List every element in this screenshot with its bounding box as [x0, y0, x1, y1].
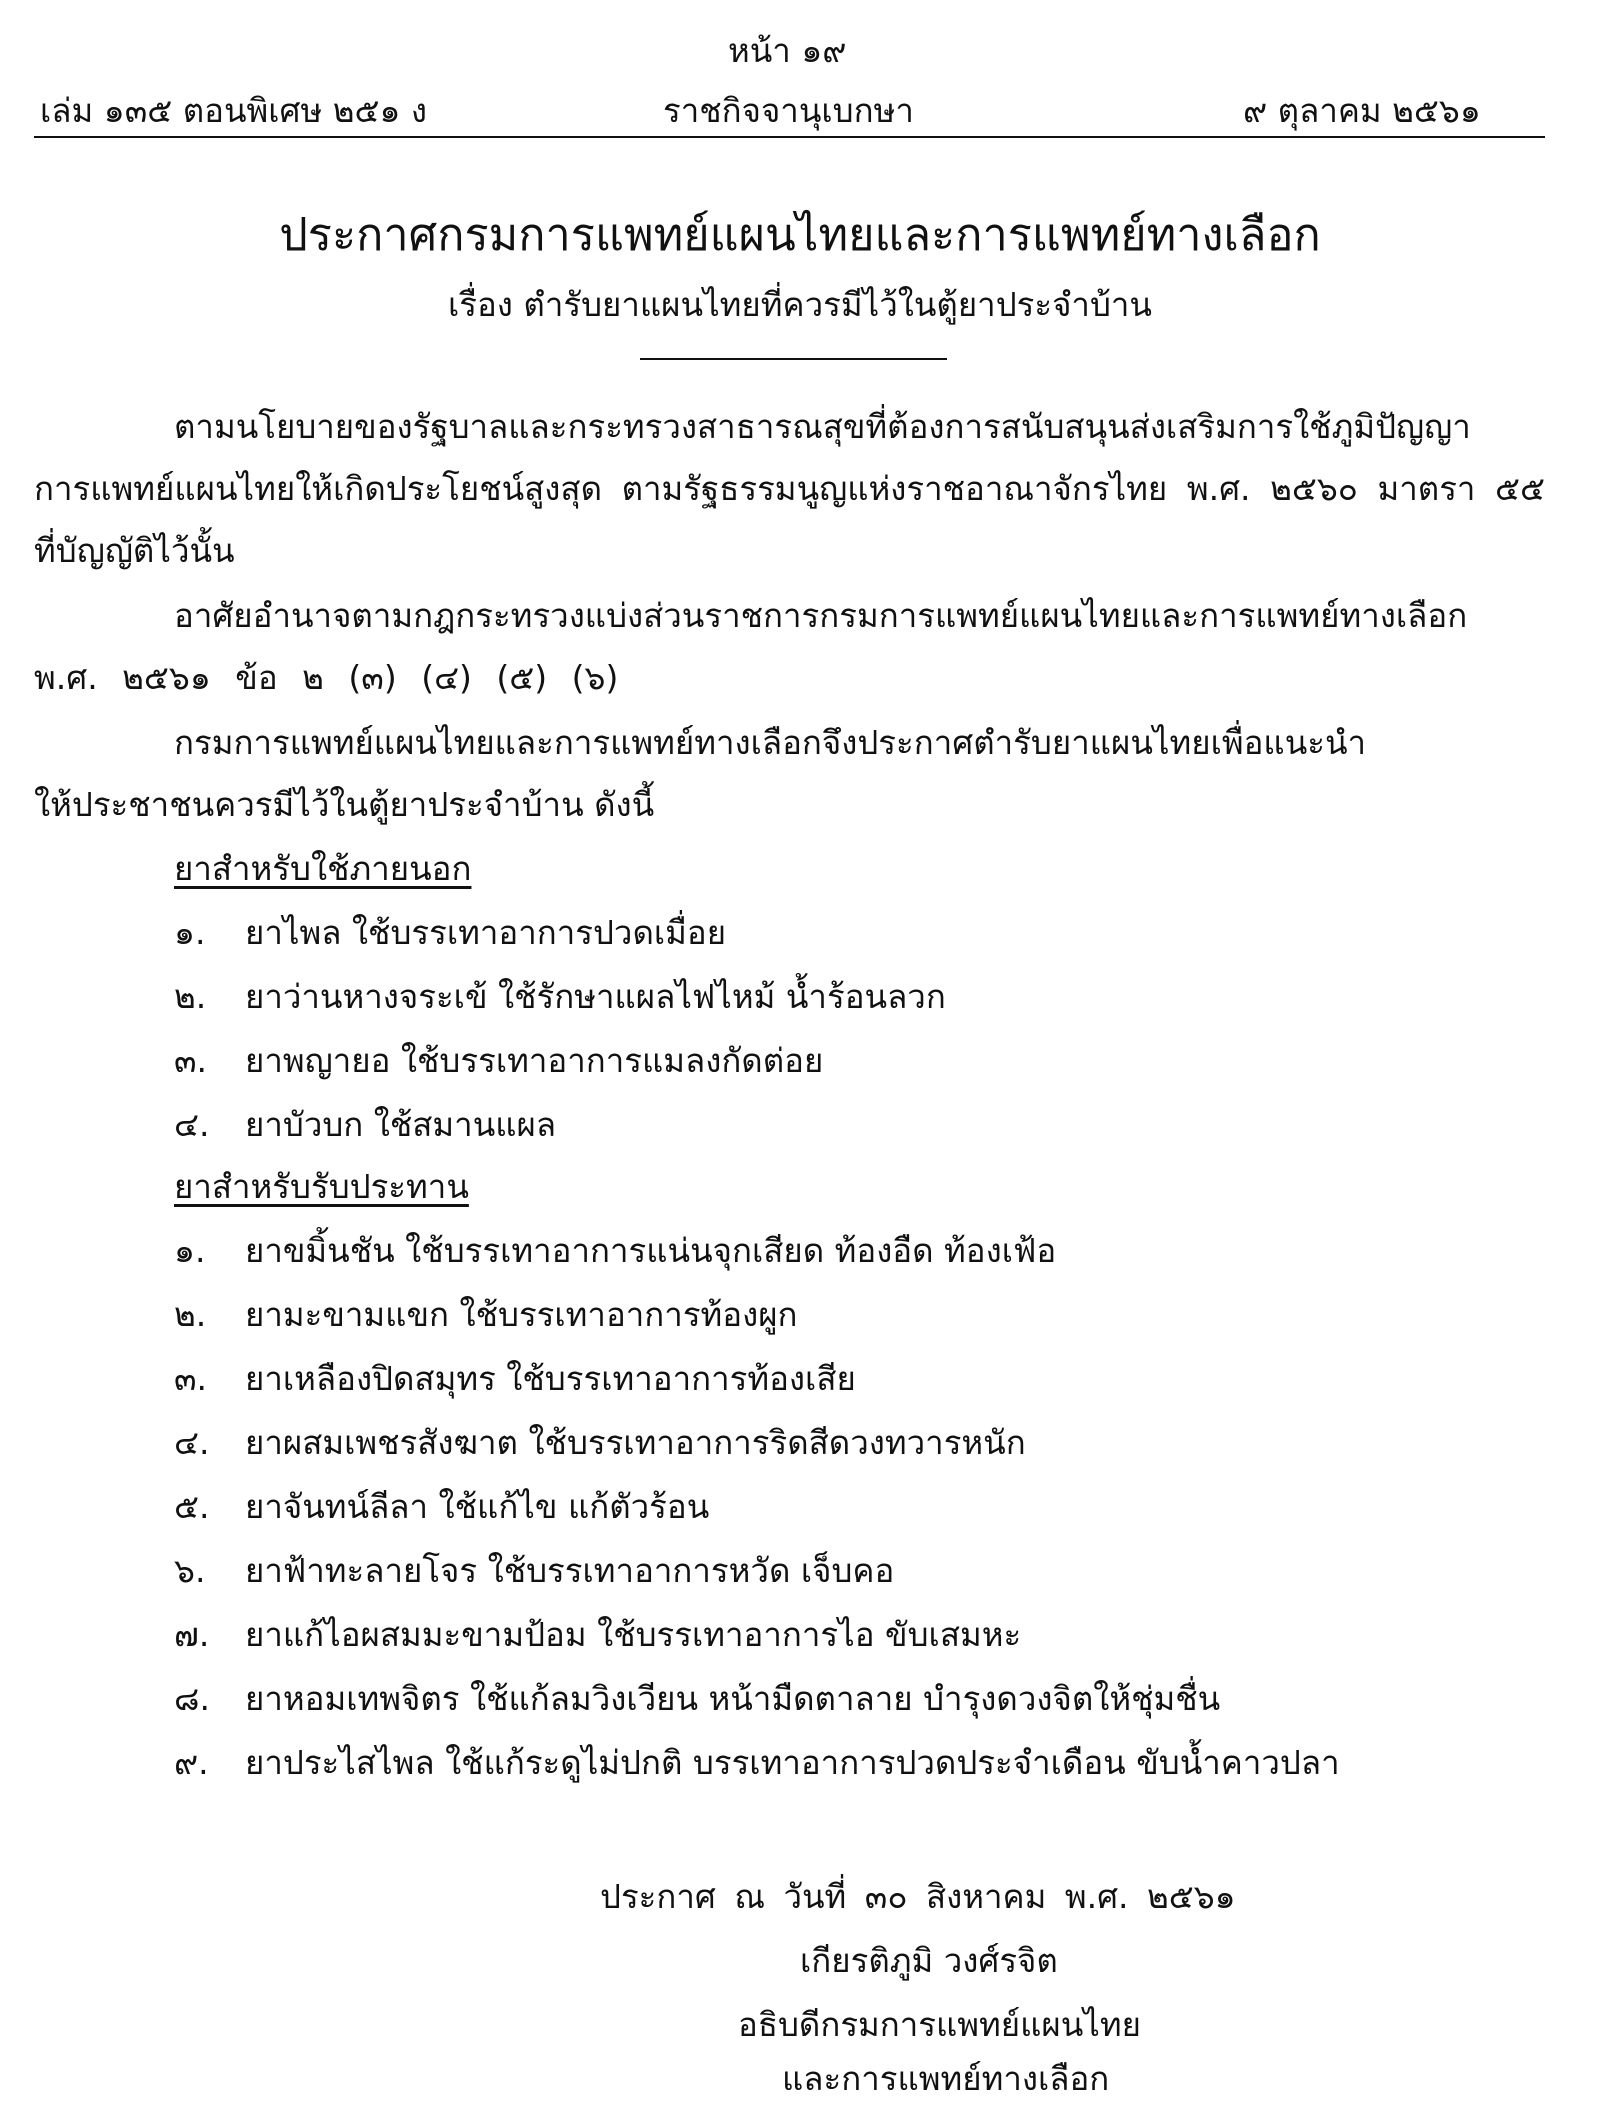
- paragraph-1-line-2: การแพทย์แผนไทยให้เกิดประโยชน์สูงสุด ตามรัฐธรรมนูญแห่งราชอาณาจักรไทย พ.ศ. ๒๕๖๐ มาตรา ๕๕: [34, 469, 1545, 508]
- gazette-name: ราชกิจจานุเบกษา: [663, 91, 914, 130]
- item-number: ๑.: [174, 913, 206, 952]
- item-text: ยาฟ้าทะลายโจร ใช้บรรเทาอาการหวัด เจ็บคอ: [245, 1551, 895, 1590]
- item-text: ยาประไสไพล ใช้แก้ระดูไม่ปกติ บรรเทาอาการปวดประจำเดือน ขับน้ำคาวปลา: [245, 1743, 1340, 1782]
- signatory-name: เกียรติภูมิ วงศ์รจิต: [800, 1941, 1058, 1980]
- announcement-subject: เรื่อง ตำรับยาแผนไทยที่ควรมีไว้ในตู้ยาประจำบ้าน: [447, 285, 1152, 324]
- signatory-position-line-2: และการแพทย์ทางเลือก: [782, 2059, 1110, 2098]
- header-divider: [34, 136, 1545, 138]
- item-text: ยาจันทน์ลีลา ใช้แก้ไข แก้ตัวร้อน: [245, 1487, 710, 1526]
- paragraph-1-line-1: ตามนโยบายของรัฐบาลและกระทรวงสาธารณสุขที่ต้องการสนับสนุนส่งเสริมการใช้ภูมิปัญญา: [174, 407, 1471, 446]
- publication-date: ๙ ตุลาคม ๒๕๖๑: [1243, 91, 1481, 130]
- item-text: ยาบัวบก ใช้สมานแผล: [245, 1105, 557, 1144]
- item-text: ยาขมิ้นชัน ใช้บรรเทาอาการแน่นจุกเสียด ท้องอืด ท้องเฟ้อ: [245, 1231, 1057, 1270]
- title-divider: [640, 358, 947, 360]
- external-use-heading: ยาสำหรับใช้ภายนอก: [174, 849, 472, 888]
- signatory-position-line-1: อธิบดีกรมการแพทย์แผนไทย: [738, 2005, 1141, 2044]
- item-number: ๙.: [174, 1743, 209, 1782]
- item-number: ๖.: [174, 1551, 206, 1590]
- item-text: ยาหอมเทพจิตร ใช้แก้ลมวิงเวียน หน้ามืดตาลาย บำรุงดวงจิตให้ชุ่มชื่น: [245, 1679, 1221, 1718]
- announcement-date: ประกาศ ณ วันที่ ๓๐ สิงหาคม พ.ศ. ๒๕๖๑: [600, 1877, 1236, 1916]
- item-text: ยามะขามแขก ใช้บรรเทาอาการท้องผูก: [245, 1295, 798, 1334]
- paragraph-2-line-2: พ.ศ. ๒๕๖๑ ข้อ ๒ (๓) (๔) (๕) (๖): [34, 658, 619, 697]
- page-number: หน้า ๑๙: [728, 31, 847, 70]
- paragraph-1-line-3: ที่บัญญัติไว้นั้น: [34, 531, 235, 570]
- item-text: ยาแก้ไอผสมมะขามป้อม ใช้บรรเทาอาการไอ ขับเสมหะ: [245, 1615, 1022, 1654]
- item-text: ยาผสมเพชรสังฆาต ใช้บรรเทาอาการริดสีดวงทวารหนัก: [245, 1423, 1026, 1462]
- item-number: ๘.: [174, 1679, 210, 1718]
- item-number: ๒.: [174, 977, 207, 1016]
- item-text: ยาว่านหางจระเข้ ใช้รักษาแผลไฟไหม้ น้ำร้อนลวก: [245, 977, 946, 1016]
- item-number: ๓.: [174, 1041, 208, 1080]
- item-number: ๑.: [174, 1231, 206, 1270]
- announcement-title: ประกาศกรมการแพทย์แผนไทยและการแพทย์ทางเลือก: [279, 208, 1321, 261]
- internal-use-heading: ยาสำหรับรับประทาน: [174, 1167, 469, 1206]
- item-number: ๔.: [174, 1105, 210, 1144]
- item-number: ๔.: [174, 1423, 210, 1462]
- item-number: ๓.: [174, 1359, 208, 1398]
- item-number: ๗.: [174, 1615, 210, 1654]
- item-text: ยาไพล ใช้บรรเทาอาการปวดเมื่อย: [245, 913, 727, 952]
- item-number: ๒.: [174, 1295, 207, 1334]
- item-text: ยาพญายอ ใช้บรรเทาอาการแมลงกัดต่อย: [245, 1041, 824, 1080]
- volume-issue: เล่ม ๑๓๕ ตอนพิเศษ ๒๕๑ ง: [40, 91, 428, 130]
- paragraph-3-line-2: ให้ประชาชนควรมีไว้ในตู้ยาประจำบ้าน ดังนี้: [34, 785, 655, 824]
- item-text: ยาเหลืองปิดสมุทร ใช้บรรเทาอาการท้องเสีย: [245, 1359, 856, 1398]
- item-number: ๕.: [174, 1487, 210, 1526]
- paragraph-3-line-1: กรมการแพทย์แผนไทยและการแพทย์ทางเลือกจึงประกาศตำรับยาแผนไทยเพื่อแนะนำ: [174, 723, 1367, 762]
- paragraph-2-line-1: อาศัยอำนาจตามกฎกระทรวงแบ่งส่วนราชการกรมการแพทย์แผนไทยและการแพทย์ทางเลือก: [174, 596, 1468, 635]
